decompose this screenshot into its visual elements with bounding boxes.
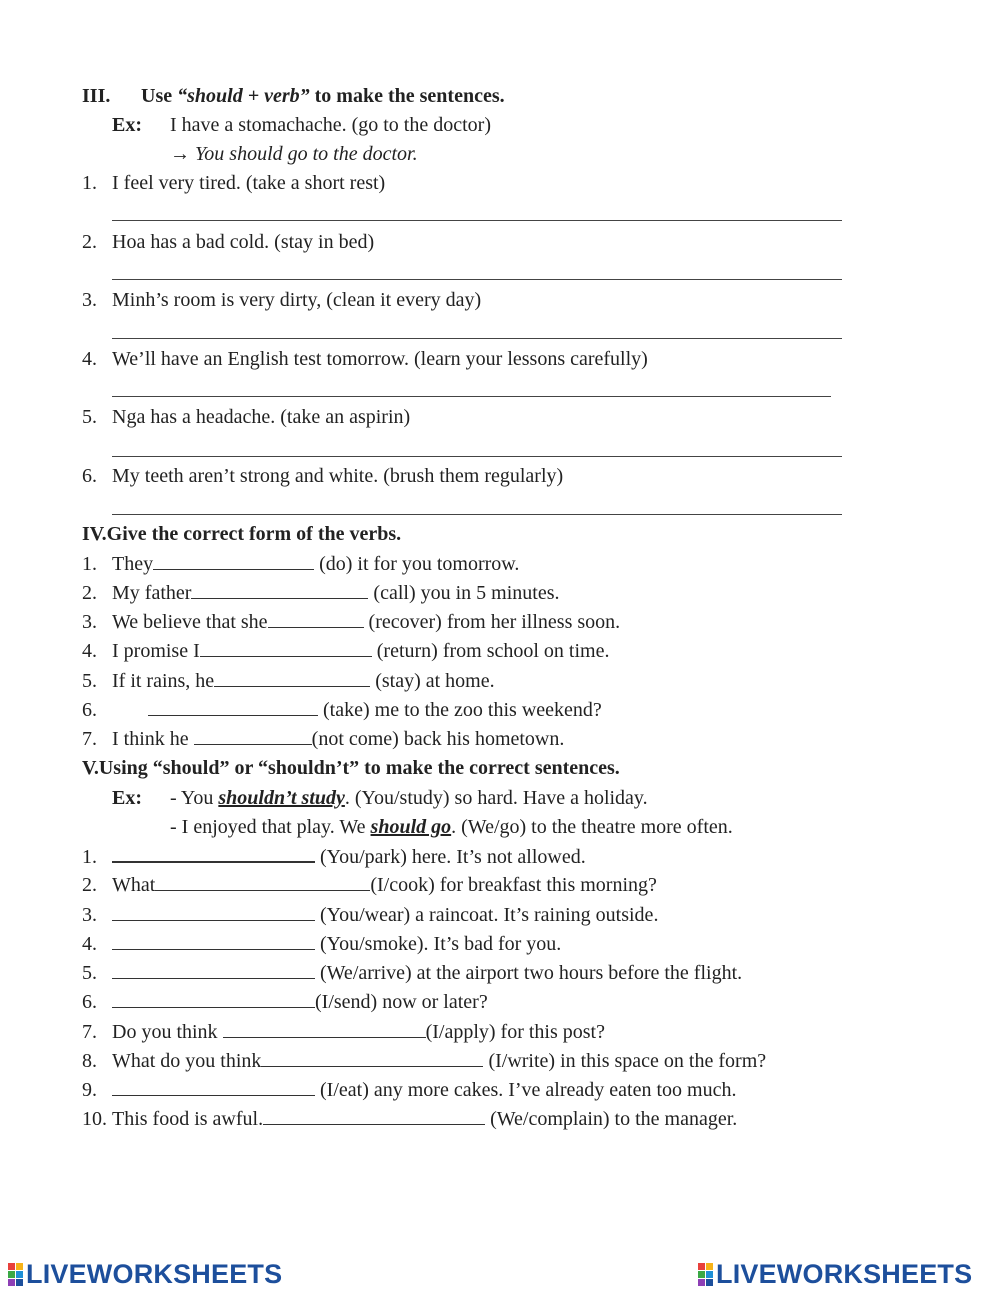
section-3-title: III. Use “should + verb” to make the sentences. [82,85,505,107]
example-answer: should go [370,816,452,838]
list-item: 5. If it rains, he (stay) at home. [82,670,495,692]
list-item: 3. We believe that she (recover) from her illness soon. [82,611,621,633]
section-5-title: V.Using “should” or “shouldn’t” to make the correct sentences. [82,757,620,779]
answer-blank[interactable] [214,668,370,687]
answer-blank[interactable] [112,843,315,863]
answer-line[interactable] [112,220,842,221]
answer-blank[interactable] [112,960,315,979]
list-item: 6. My teeth aren’t strong and white. (brush them regularly) [82,465,564,487]
brand-text: LIVEWORKSHEETS [26,1258,283,1289]
liveworksheets-logo-icon [698,1263,713,1286]
list-item: 1. They (do) it for you tomorrow. [82,553,520,575]
section-3-roman: III. [82,85,111,107]
answer-line[interactable] [112,338,842,339]
list-item: 2. What (I/cook) for breakfast this morning? [82,874,657,896]
footer-brand-right [698,1258,972,1290]
answer-blank[interactable] [148,697,318,716]
answer-blank[interactable] [191,580,368,599]
answer-blank[interactable] [200,638,372,657]
list-item: 8. What do you think (I/write) in this space on the form? [82,1050,767,1072]
list-item: 7. I think he (not come) back his hometown. [82,728,565,750]
example-answer: shouldn’t study [218,787,345,809]
list-item: 9. (I/eat) any more cakes. I’ve already eaten too much. [82,1079,737,1101]
answer-line[interactable] [112,514,842,515]
section-4-title: IV.Give the correct form of the verbs. [82,523,402,545]
answer-blank[interactable] [112,902,315,921]
list-item: 6. (take) me to the zoo this weekend? [82,699,602,721]
list-item: 4. (You/smoke). It’s bad for you. [82,933,562,955]
answer-blank[interactable] [263,1106,485,1125]
answer-blank[interactable] [112,989,315,1008]
list-item: 7. Do you think (I/apply) for this post? [82,1021,605,1043]
answer-blank[interactable] [261,1048,483,1067]
answer-blank[interactable] [112,1077,315,1096]
section-5-example-1: Ex: - You shouldn’t study. (You/study) so hard. Have a holiday. [112,787,648,809]
list-item: 6. (I/send) now or later? [82,991,488,1013]
answer-blank[interactable] [112,931,315,950]
section-5-example-2: - I enjoyed that play. We should go. (We/go) to the theatre more often. [170,816,733,838]
section-3-example: Ex: I have a stomachache. (go to the doctor) [112,114,491,136]
list-item: 1. I feel very tired. (take a short rest) [82,172,386,194]
list-item: 4. I promise I (return) from school on time. [82,640,610,662]
list-item: 10. This food is awful. (We/complain) to the manager. [82,1108,738,1130]
list-item: 4. We’ll have an English test tomorrow. (learn your lessons carefully) [82,348,648,370]
answer-blank[interactable] [268,609,364,628]
list-item: 5. (We/arrive) at the airport two hours before the flight. [82,962,743,984]
brand-text: LIVEWORKSHEETS [716,1258,973,1289]
answer-line[interactable] [112,456,842,457]
answer-blank[interactable] [194,726,312,745]
answer-line[interactable] [112,279,842,280]
example-label: Ex: [112,787,142,809]
answer-line[interactable] [112,396,831,397]
list-item: 3. (You/wear) a raincoat. It’s raining outside. [82,904,659,926]
footer-brand-left [8,1258,282,1290]
answer-blank[interactable] [153,551,314,570]
list-item: 3. Minh’s room is very dirty, (clean it every day) [82,289,482,311]
list-item: 2. My father (call) you in 5 minutes. [82,582,560,604]
list-item: 1. (You/park) here. It’s not allowed. [82,843,586,869]
answer-blank[interactable] [223,1019,426,1038]
answer-blank[interactable] [155,872,370,891]
liveworksheets-logo-icon [8,1263,23,1286]
list-item: 5. Nga has a headache. (take an aspirin) [82,406,411,428]
section-3-example-answer: → You should go to the doctor. [170,143,418,165]
list-item: 2. Hoa has a bad cold. (stay in bed) [82,231,375,253]
example-label: Ex: [112,114,142,136]
